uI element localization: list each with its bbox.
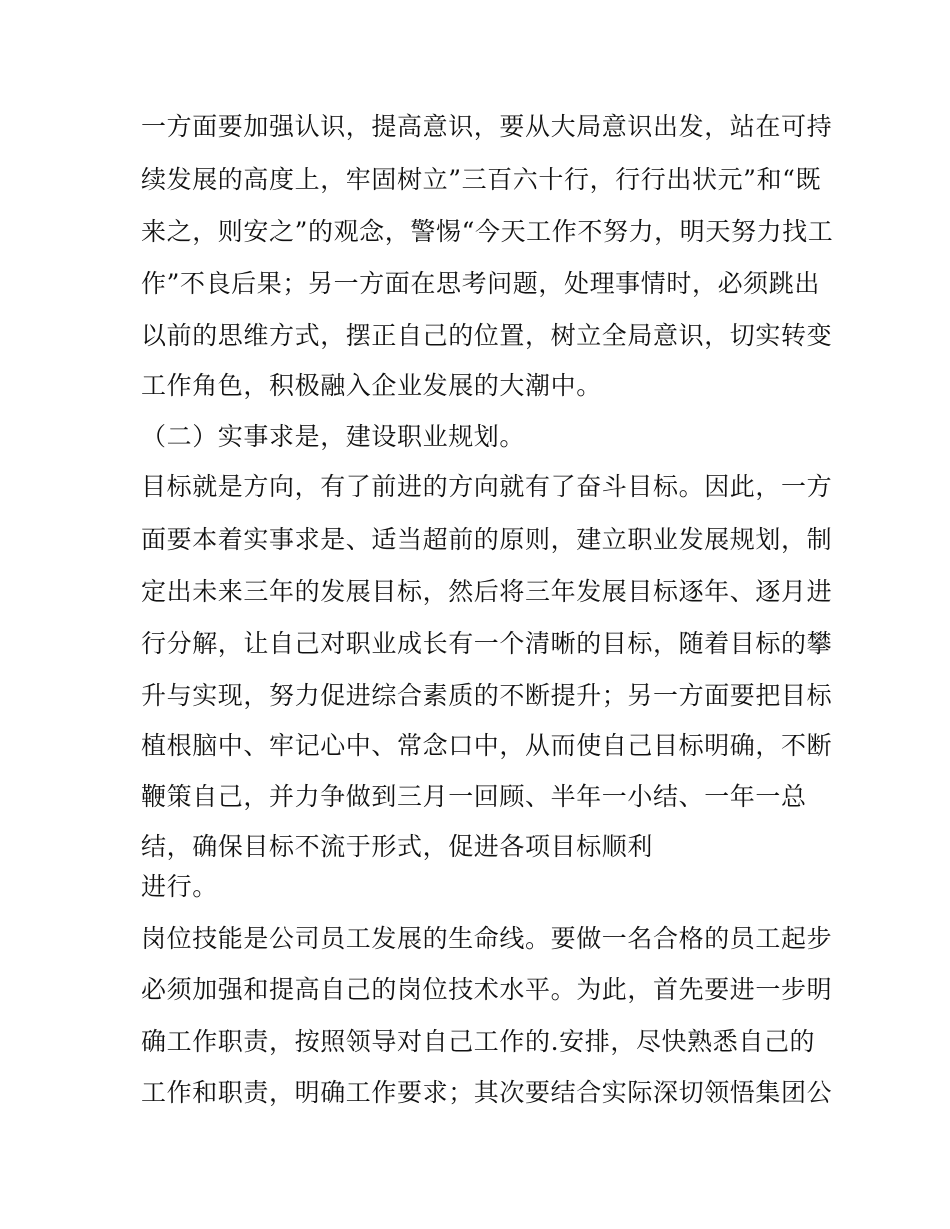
- text-line: 植根脑中、牢记心中、常念口中，从而使自己目标明确，不断: [141, 731, 833, 760]
- text-line: 鞭策自己，并力争做到三月一回顾、半年一小结、一年一总: [141, 782, 807, 811]
- text-line: 续发展的高度上，牢固树立”三百六十行，行行出状元”和“既: [141, 165, 822, 194]
- text-line: 面要本着实事求是、适当超前的原则，建立职业发展规划，制: [141, 525, 833, 554]
- text-line: 一方面要加强认识，提高意识，要从大局意识出发，站在可持: [141, 112, 833, 141]
- section-heading: （二）实事求是，建设职业规划。: [141, 422, 526, 451]
- text-line: 来之，则安之”的观念，警惕“今天工作不努力，明天努力找工: [141, 217, 834, 246]
- text-line: 必须加强和提高自己的岗位技术水平。为此，首先要进一步明: [141, 975, 833, 1004]
- text-line: 定出未来三年的发展目标，然后将三年发展目标逐年、逐月进: [141, 577, 833, 606]
- text-line: 确工作职责，按照领导对自己工作的.安排，尽快熟悉自己的: [141, 1027, 816, 1056]
- text-line: 升与实现，努力促进综合素质的不断提升；另一方面要把目标: [141, 681, 833, 710]
- text-line: 目标就是方向，有了前进的方向就有了奋斗目标。因此，一方: [141, 472, 833, 501]
- text-line: 工作角色，积极融入企业发展的大潮中。: [141, 371, 602, 400]
- text-line: 以前的思维方式，摆正自己的位置，树立全局意识，切实转变: [141, 321, 833, 350]
- text-line: 行分解，让自己对职业成长有一个清晰的目标，随着目标的攀: [141, 629, 833, 658]
- text-line: 进行。: [141, 872, 218, 901]
- text-line: 岗位技能是公司员工发展的生命线。要做一名合格的员工起步: [141, 924, 833, 953]
- text-line: 作”不良后果；另一方面在思考问题，处理事情时，必须跳出: [141, 269, 820, 298]
- text-line: 结，确保目标不流于形式，促进各项目标顺利: [141, 832, 654, 861]
- text-line: 工作和职责，明确工作要求；其次要结合实际深切领悟集团公: [141, 1078, 833, 1107]
